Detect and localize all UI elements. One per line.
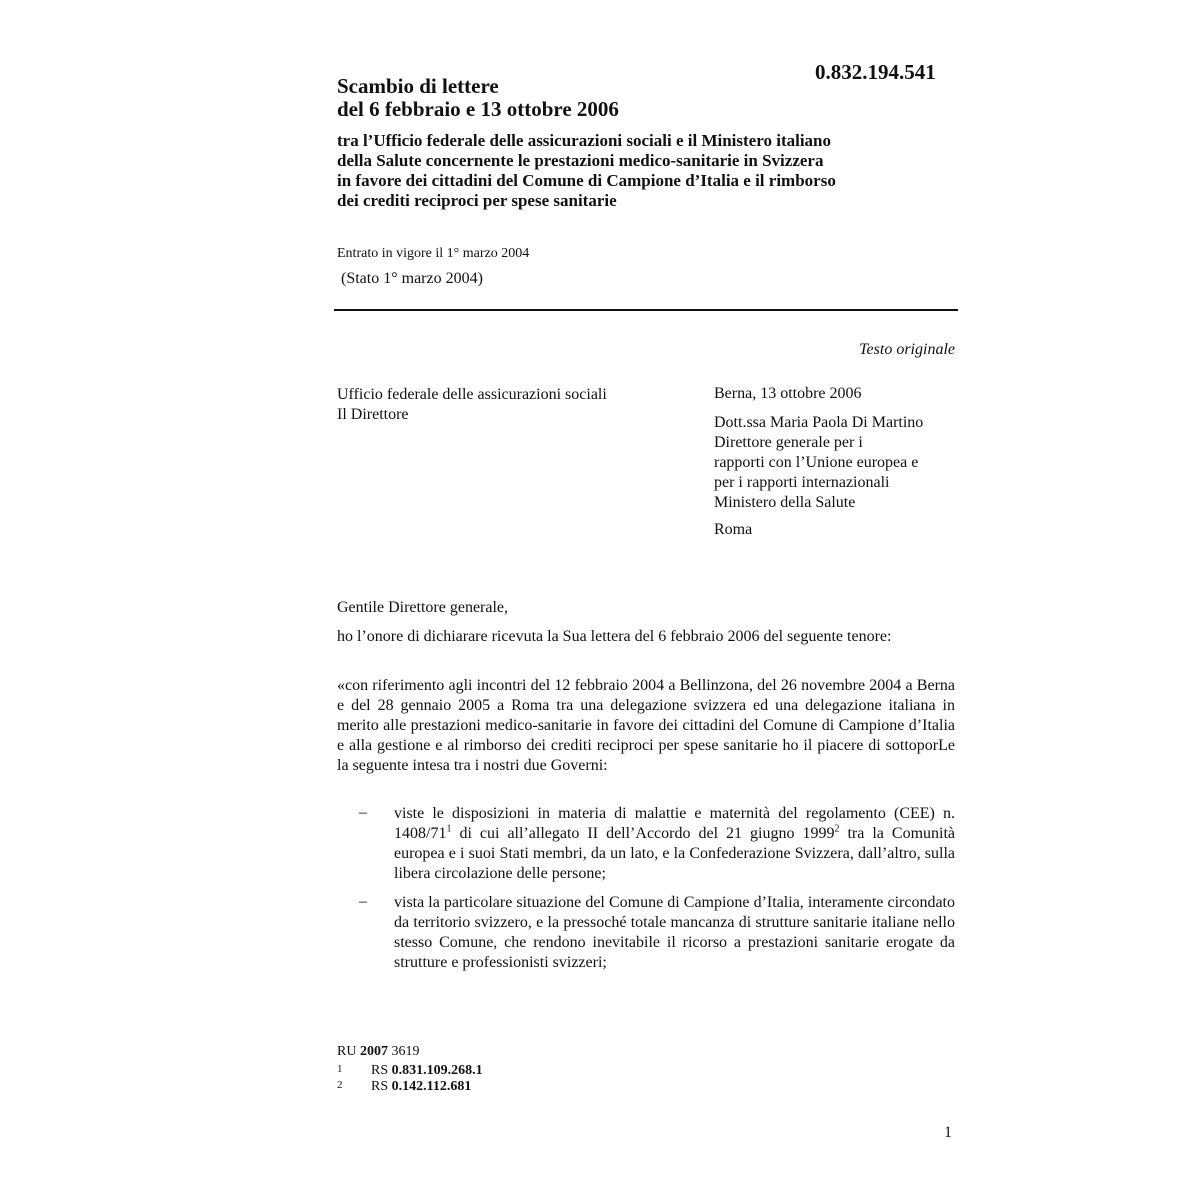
addressee-line: Ministero della Salute — [714, 494, 856, 511]
body-paragraph: «con riferimento agli incontri del 12 febbraio 2004 a Bellinzona, del 26 novembre 2004 a Berna e del 28 gennaio 2005 a Roma tra una delegazione svizzera ed una delegazione italiana in merito alle prestazioni medico-sanitarie in favore dei cittadini del Comune di Campione d’Italia e alla gestione e al rimborso dei crediti reciproci per spese sanitarie ho il piacere di sottoporLe la seguente intesa tra i nostri due Governi: — [337, 677, 955, 774]
ru-page: 3619 — [391, 1044, 420, 1059]
status-date: (Stato 1° marzo 2004) — [341, 270, 483, 287]
addressee-line: rapporti con l’Unione europea e — [714, 454, 919, 471]
bullet-marker: – — [359, 804, 367, 821]
footnote-ref-number[interactable]: 0.831.109.268.1 — [391, 1063, 483, 1078]
sender-office: Ufficio federale delle assicurazioni sociali — [337, 386, 607, 403]
ru-reference — [337, 1044, 419, 1060]
bullet-text-part: di cui all’allegato II dell’Accordo del 21 giugno 1999 — [451, 825, 835, 842]
footnote-number: 2 — [337, 1079, 343, 1091]
body-paragraph: ho l’onore di dichiarare ricevuta la Sua lettera del 6 febbraio 2006 del seguente tenore: — [337, 628, 892, 645]
sender-block — [337, 385, 607, 425]
footnote-prefix: RS — [371, 1079, 389, 1094]
original-text-label: Testo originale — [859, 341, 955, 358]
document-title-line1: Scambio di lettere — [337, 74, 499, 98]
footnote-text — [371, 1063, 483, 1079]
addressee-line: per i rapporti internazionali — [714, 474, 890, 491]
subtitle-line: della Salute concernente le prestazioni medico-sanitarie in Svizzera — [337, 151, 824, 170]
addressee-city: Roma — [714, 521, 753, 538]
bullet-item: vista la particolare situazione del Comune di Campione d’Italia, interamente circondato da territorio svizzero, e la pressoché totale mancanza di strutture sanitarie italiane nello stesso Comune, che rendono inevitabile il ricorso a prestazioni sanitarie erogate da strutture e professionisti svizzeri; — [394, 894, 955, 971]
footnote-number: 1 — [337, 1063, 343, 1075]
bullet-text-part: viste le disposizioni in materia di malattie e maternità del regolamento (CEE) n. 1408/71 — [394, 805, 955, 842]
footnote-ref[interactable]: 2 — [834, 823, 840, 835]
subtitle-line: dei crediti reciproci per spese sanitarie — [337, 191, 617, 210]
footnote-ref-number[interactable]: 0.142.112.681 — [391, 1079, 472, 1094]
ru-year: 2007 — [359, 1044, 388, 1059]
place-date: Berna, 13 ottobre 2006 — [714, 385, 862, 402]
bullet-item — [394, 804, 955, 884]
footnote-text — [371, 1079, 471, 1095]
sender-role: Il Direttore — [337, 406, 409, 423]
bullet-text-part: tra la Comunità europea e i suoi Stati membri, da un lato, e la Confederazione Svizzera, dall’altro, sulla libera circolazione delle persone; — [394, 825, 955, 882]
document-title-line2: del 6 febbraio e 13 ottobre 2006 — [337, 97, 619, 121]
subtitle-line: tra l’Ufficio federale delle assicurazioni sociali e il Ministero italiano — [337, 131, 832, 150]
document-subtitle — [337, 131, 957, 211]
salutation: Gentile Direttore generale, — [337, 599, 509, 616]
in-force-date: Entrato in vigore il 1° marzo 2004 — [337, 246, 530, 261]
sr-number: 0.832.194.541 — [815, 60, 936, 84]
footnote-ref[interactable]: 1 — [446, 823, 452, 835]
page-number: 1 — [944, 1124, 952, 1141]
addressee-line: Dott.ssa Maria Paola Di Martino — [714, 414, 924, 431]
addressee-line: Direttore generale per i — [714, 434, 863, 451]
header-divider — [334, 309, 958, 311]
ru-prefix: RU — [337, 1044, 357, 1059]
subtitle-line: in favore dei cittadini del Comune di Campione d’Italia e il rimborso — [337, 171, 836, 190]
addressee-block — [714, 413, 923, 513]
footnote-prefix: RS — [371, 1063, 389, 1078]
bullet-marker: – — [359, 893, 367, 910]
